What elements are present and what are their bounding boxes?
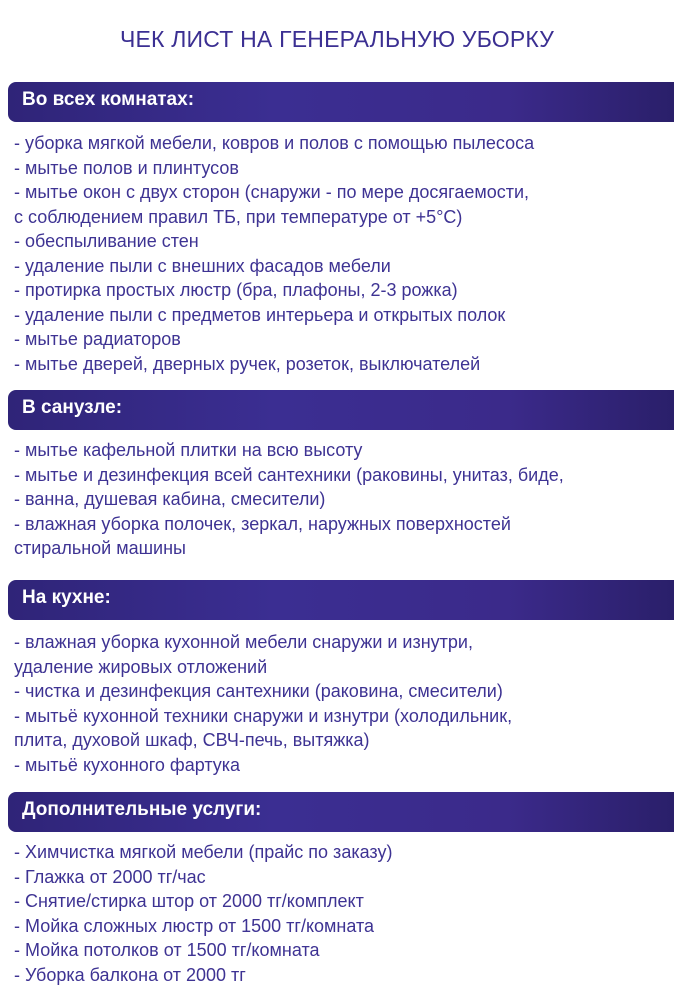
section-list-all-rooms: [14, 131, 670, 376]
list-item: - удаление пыли с предметов интерьера и открытых полок: [14, 304, 506, 325]
list-item: плита, духовой шкаф, СВЧ-печь, вытяжка): [14, 730, 370, 750]
section-heading: В санузле:: [22, 397, 123, 418]
list-item: - Снятие/стирка штор от 2000 тг/комплект: [14, 891, 364, 911]
list-item: - мытье дверей, дверных ручек, розеток, выключателей: [14, 353, 481, 374]
list-item: - мытьё кухонного фартука: [14, 754, 241, 775]
list-item: - чистка и дезинфекция сантехники (раковина, смесители): [14, 681, 503, 701]
section-header-all-rooms: [8, 82, 674, 122]
list-item: - мытье и дезинфекция всей сантехники (раковины, унитаз, биде,: [14, 464, 564, 485]
list-item: - обеспыливание стен: [14, 231, 199, 251]
list-item: - влажная уборка полочек, зеркал, наружных поверхностей: [14, 513, 511, 534]
list-item: - протирка простых люстр (бра, плафоны, 2-3 рожка): [14, 280, 458, 300]
list-item: - удаление пыли с внешних фасадов мебели: [14, 255, 391, 276]
list-item: - Уборка балкона от 2000 тг: [14, 964, 246, 985]
list-item: - Мойка сложных люстр от 1500 тг/комната: [14, 915, 375, 936]
list-item: - влажная уборка кухонной мебели снаружи и изнутри,: [14, 632, 473, 652]
list-item: - мытье полов и плинтусов: [14, 157, 239, 178]
section-list-extra-services: [14, 840, 670, 987]
section-header-kitchen: [8, 580, 674, 620]
list-item: - мытье радиаторов: [14, 329, 181, 349]
section-heading: Во всех комнатах:: [22, 89, 195, 110]
section-list-bathroom: [14, 438, 670, 561]
list-item: с соблюдением правил ТБ, при температуре от +5°С): [14, 206, 463, 227]
section-heading: На кухне:: [22, 587, 111, 608]
list-item: - Химчистка мягкой мебели (прайс по заказу): [14, 842, 393, 862]
section-heading: Дополнительные услуги:: [22, 799, 262, 820]
list-item: - ванна, душевая кабина, смесители): [14, 489, 326, 509]
list-item: - мытье кафельной плитки на всю высоту: [14, 440, 363, 460]
section-header-extra-services: [8, 792, 674, 832]
list-item: удаление жировых отложений: [14, 656, 268, 677]
section-list-kitchen: [14, 630, 670, 777]
section-header-bathroom: [8, 390, 674, 430]
list-item: - уборка мягкой мебели, ковров и полов с помощью пылесоса: [14, 133, 535, 153]
list-item: - мытье окон с двух сторон (снаружи - по мере досягаемости,: [14, 182, 530, 202]
list-item: - Глажка от 2000 тг/час: [14, 866, 206, 887]
list-item: - Мойка потолков от 1500 тг/комната: [14, 940, 320, 960]
list-item: - мытьё кухонной техники снаружи и изнутри (холодильник,: [14, 705, 513, 726]
page-title: ЧЕК ЛИСТ НА ГЕНЕРАЛЬНУЮ УБОРКУ: [119, 26, 555, 52]
list-item: стиральной машины: [14, 538, 186, 558]
